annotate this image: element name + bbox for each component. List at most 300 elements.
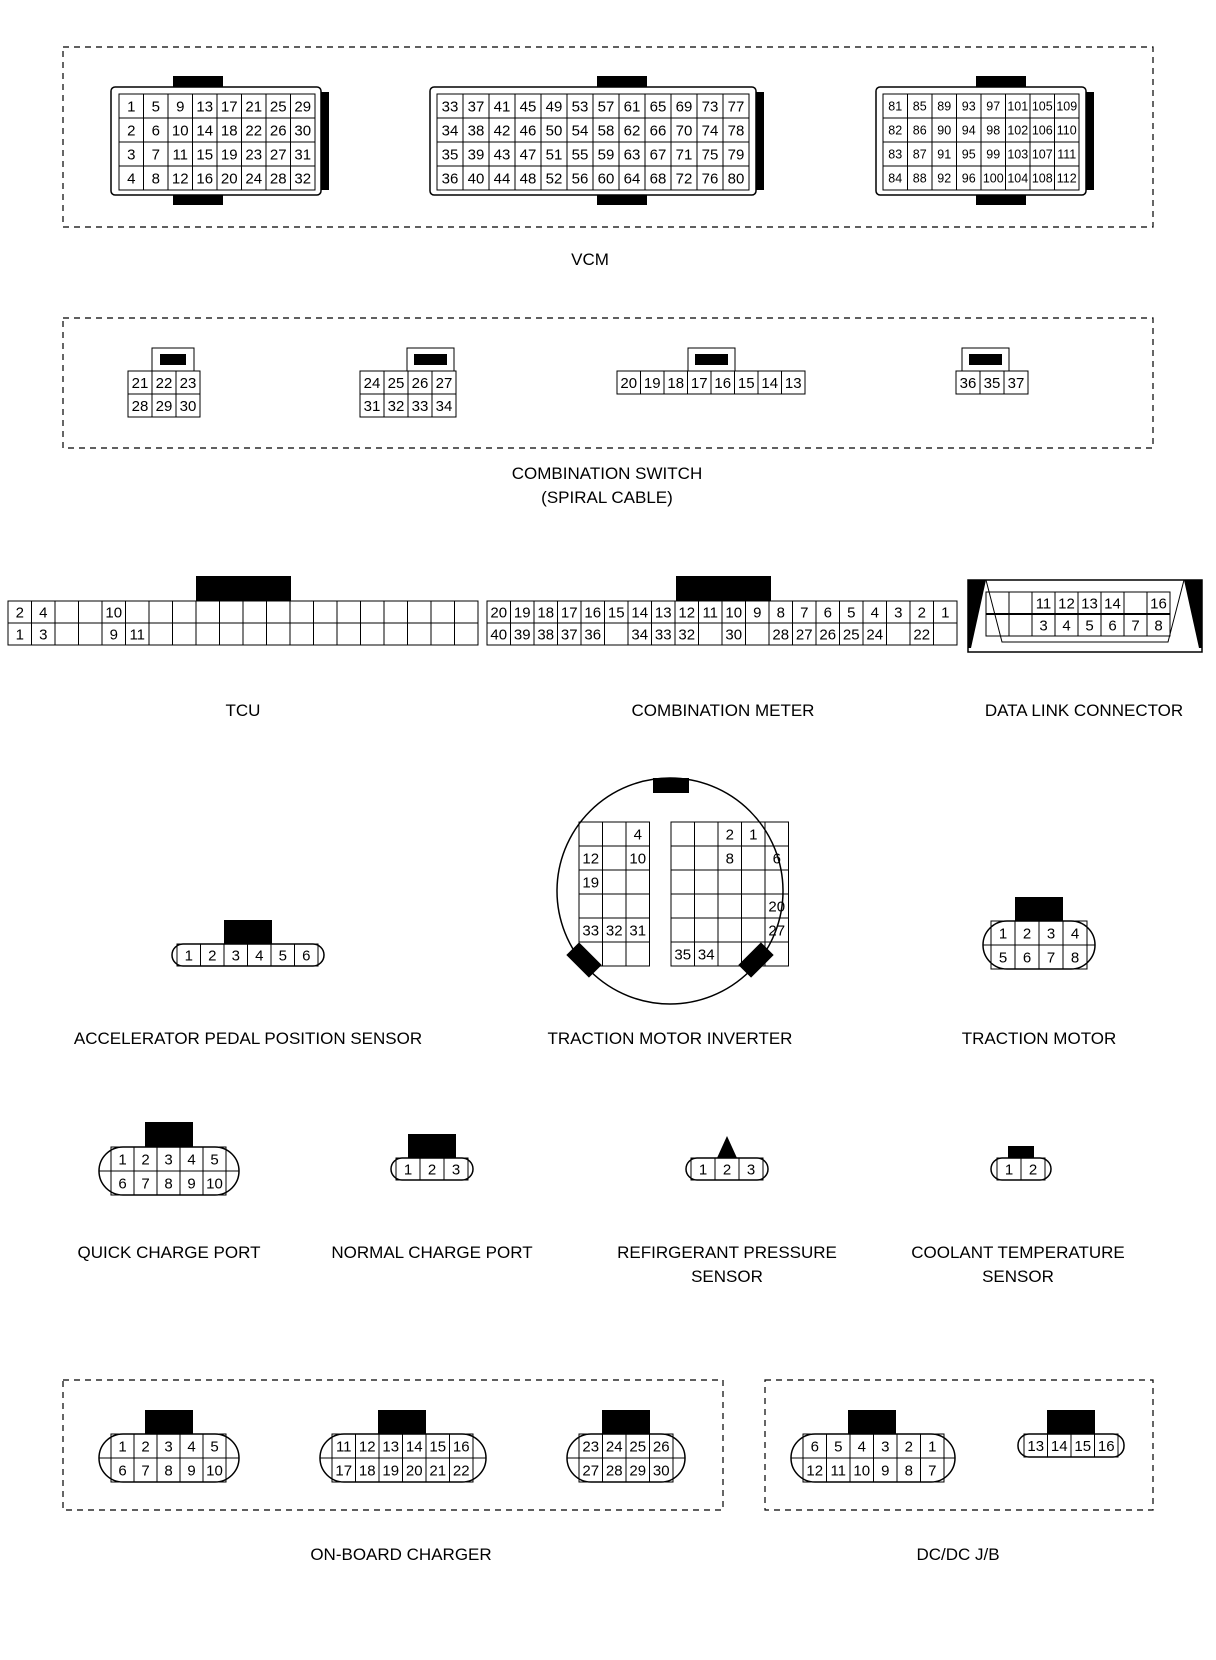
pin-number: 3 (451, 1161, 461, 1179)
label-coolant-sensor: SENSOR (982, 1267, 1054, 1286)
pin-number: 25 (842, 626, 860, 644)
pin-number: 16 (584, 604, 602, 622)
pin-number: 9 (753, 604, 762, 622)
label-data-link-connector: DATA LINK CONNECTOR (984, 701, 1184, 720)
pin-number: 26 (269, 122, 287, 140)
pin-number: 4 (255, 947, 264, 965)
pin-number: 3 (164, 1438, 173, 1456)
pin-number: 53 (571, 98, 589, 116)
pin-number: 37 (1007, 374, 1025, 392)
normal-charge-pins (396, 1158, 468, 1180)
pin-number: 85 (912, 99, 927, 114)
pin-number: 90 (937, 123, 952, 138)
pin-number: 4 (127, 170, 136, 188)
pin-number: 39 (467, 146, 485, 164)
pin-number: 109 (1056, 99, 1078, 114)
pin-number: 2 (427, 1161, 437, 1179)
pin-number: 11 (172, 146, 189, 164)
pin-number: 107 (1031, 147, 1053, 162)
pin-number: 18 (537, 604, 555, 622)
pin-number: 27 (269, 146, 287, 164)
label-coolant-temperature: COOLANT TEMPERATURE (911, 1243, 1125, 1262)
pin-cell (384, 623, 408, 645)
label-accelerator-pedal-position-sensor: ACCELERATOR PEDAL POSITION SENSOR (73, 1029, 423, 1048)
pin-number: 11 (830, 1462, 847, 1480)
pin-cell (314, 623, 338, 645)
pin-number: 5 (834, 1438, 843, 1456)
pin-number: 9 (881, 1462, 890, 1480)
pin-number: 16 (452, 1438, 470, 1456)
pin-number: 12 (171, 170, 189, 188)
pin-number: 11 (129, 626, 146, 644)
pin-number: 17 (220, 98, 238, 116)
pin-number: 28 (131, 397, 149, 415)
pin-number: 20 (405, 1462, 423, 1480)
pin-number: 9 (187, 1462, 196, 1480)
pin-number: 10 (725, 604, 743, 622)
pin-number: 34 (441, 122, 459, 140)
pin-number: 19 (643, 374, 661, 392)
pin-number: 9 (176, 98, 185, 116)
label-quick-charge-port: QUICK CHARGE PORT (77, 1243, 261, 1262)
pin-number: 17 (690, 374, 708, 392)
pin-number: 6 (823, 604, 832, 622)
pin-number: 13 (654, 604, 672, 622)
pin-number: 13 (196, 98, 214, 116)
pin-number: 10 (171, 122, 189, 140)
pin-number: 40 (490, 626, 508, 644)
pin-cell (220, 623, 244, 645)
pin-number: 32 (387, 397, 405, 415)
pin-number: 12 (358, 1438, 376, 1456)
pin-number: 8 (151, 170, 160, 188)
vcm-3-pins (883, 94, 1079, 190)
pin-number: 49 (545, 98, 563, 116)
pin-number: 2 (127, 122, 136, 140)
pin-number: 24 (363, 374, 381, 392)
pin-number: 33 (411, 397, 429, 415)
pin-number: 12 (582, 850, 600, 868)
pin-number: 43 (493, 146, 511, 164)
pin-number: 111 (1057, 147, 1077, 162)
pin-number: 11 (1035, 595, 1052, 613)
pin-number: 5 (151, 98, 160, 116)
pin-number: 30 (179, 397, 197, 415)
pin-number: 106 (1031, 123, 1053, 138)
pin-cell (149, 623, 173, 645)
pin-number: 30 (294, 122, 312, 140)
label-on-board-charger: ON-BOARD CHARGER (310, 1545, 492, 1564)
pin-number: 93 (961, 99, 976, 114)
pin-number: 23 (179, 374, 197, 392)
pin-number: 31 (629, 922, 647, 940)
pin-number: 26 (652, 1438, 670, 1456)
pin-cell (455, 623, 479, 645)
pin-number: 104 (1007, 171, 1029, 186)
pin-number: 30 (652, 1462, 670, 1480)
pin-cell (243, 601, 267, 623)
pin-number: 79 (727, 146, 745, 164)
tcu-pins (8, 601, 478, 645)
label-refrigerant-pressure: REFIRGERANT PRESSURE (617, 1243, 837, 1262)
pin-number: 56 (571, 170, 589, 188)
pin-number: 7 (928, 1462, 937, 1480)
pin-number: 42 (493, 122, 511, 140)
pin-number: 91 (937, 147, 952, 162)
pin-number: 57 (597, 98, 615, 116)
pin-cell (384, 601, 408, 623)
sw-1-pins (128, 371, 200, 417)
pin-number: 19 (220, 146, 238, 164)
pin-number: 5 (998, 949, 1008, 967)
pin-number: 7 (141, 1175, 150, 1193)
pin-number: 14 (631, 604, 649, 622)
pin-number: 5 (210, 1151, 219, 1169)
pin-number: 102 (1007, 123, 1029, 138)
pin-number: 36 (584, 626, 602, 644)
pin-number: 2 (208, 947, 217, 965)
pin-number: 15 (429, 1438, 447, 1456)
pin-number: 8 (164, 1462, 173, 1480)
pin-cell (408, 623, 432, 645)
pin-number: 33 (582, 922, 600, 940)
pin-number: 37 (467, 98, 485, 116)
pin-cell (314, 601, 338, 623)
pin-number: 84 (888, 171, 903, 186)
pin-number: 61 (623, 98, 641, 116)
pin-number: 36 (959, 374, 977, 392)
pin-number: 22 (452, 1462, 470, 1480)
pin-number: 7 (141, 1462, 150, 1480)
pin-number: 2 (722, 1161, 732, 1179)
pin-cell (126, 601, 150, 623)
pin-cell (605, 623, 629, 645)
pin-number: 83 (888, 147, 903, 162)
pin-cell (746, 623, 770, 645)
pin-cell (337, 601, 361, 623)
pin-number: 34 (697, 946, 715, 964)
pin-number: 63 (623, 146, 641, 164)
pin-cell (455, 601, 479, 623)
pin-number: 50 (545, 122, 563, 140)
pin-number: 60 (597, 170, 615, 188)
pin-cell (267, 623, 291, 645)
pin-number: 1 (15, 626, 24, 644)
pin-number: 15 (196, 146, 214, 164)
pin-cell (431, 601, 455, 623)
pin-cell (431, 623, 455, 645)
pin-number: 4 (187, 1151, 196, 1169)
pin-number: 45 (519, 98, 537, 116)
pin-number: 62 (623, 122, 641, 140)
pin-cell (290, 601, 314, 623)
pin-number: 28 (772, 626, 790, 644)
pin-number: 7 (1046, 949, 1056, 967)
pin-number: 1 (1004, 1161, 1014, 1179)
pin-number: 1 (928, 1438, 937, 1456)
dcdc-2-pins (1024, 1434, 1118, 1457)
pin-number: 8 (164, 1175, 173, 1193)
pin-number: 12 (1058, 595, 1075, 613)
combination-switch-connector-3 (688, 348, 735, 371)
pin-number: 71 (675, 146, 693, 164)
pin-number: 22 (155, 374, 173, 392)
vcm-connector-3 (876, 76, 1094, 205)
combination-switch-connector-4 (962, 348, 1009, 371)
pin-number: 101 (1007, 99, 1029, 114)
label-vcm: VCM (571, 250, 609, 269)
pin-number: 2 (917, 604, 926, 622)
pin-cell (337, 623, 361, 645)
pin-number: 25 (387, 374, 405, 392)
pin-number: 8 (1154, 617, 1163, 635)
pin-number: 33 (441, 98, 459, 116)
label-traction-motor: TRACTION MOTOR (961, 1029, 1117, 1048)
pin-number: 27 (768, 922, 786, 940)
pin-number: 58 (597, 122, 615, 140)
pin-number: 10 (105, 604, 123, 622)
pin-number: 26 (819, 626, 837, 644)
pin-number: 32 (605, 922, 623, 940)
pin-number: 21 (245, 98, 263, 116)
pin-number: 87 (912, 147, 927, 162)
pin-number: 21 (429, 1462, 447, 1480)
pin-number: 24 (245, 170, 263, 188)
data-link-connector-housing (968, 580, 1202, 652)
pin-number: 34 (435, 397, 453, 415)
label-combination-meter: COMBINATION METER (631, 701, 815, 720)
pin-number: 8 (904, 1462, 913, 1480)
sw-4-pins (956, 371, 1028, 394)
pin-number: 37 (560, 626, 578, 644)
pin-number: 81 (888, 99, 903, 114)
pin-number: 6 (118, 1175, 127, 1193)
sw-2-pins (360, 371, 456, 417)
pin-number: 100 (982, 171, 1004, 186)
pin-number: 36 (441, 170, 459, 188)
pin-number: 23 (245, 146, 263, 164)
pin-number: 3 (164, 1151, 173, 1169)
pin-number: 72 (675, 170, 693, 188)
pin-number: 1 (998, 925, 1008, 943)
pin-number: 34 (631, 626, 649, 644)
sw-3-pins (617, 371, 805, 394)
pin-number: 32 (294, 170, 312, 188)
label-refrigerant-sensor: SENSOR (691, 1267, 763, 1286)
pin-number: 51 (545, 146, 563, 164)
combination-switch-connector-1 (152, 348, 194, 371)
pin-number: 19 (582, 874, 600, 892)
pin-number: 14 (761, 374, 779, 392)
pin-number: 8 (725, 850, 734, 868)
combination-switch-connector-2 (407, 348, 454, 371)
pin-number: 26 (411, 374, 429, 392)
pin-number: 18 (220, 122, 238, 140)
label-spiral-cable: (SPIRAL CABLE) (541, 488, 673, 507)
pin-number: 2 (904, 1438, 913, 1456)
pin-number: 2 (725, 826, 734, 844)
pin-cell (79, 623, 103, 645)
label-normal-charge-port: NORMAL CHARGE PORT (331, 1243, 533, 1262)
pin-number: 38 (537, 626, 555, 644)
pin-number: 16 (714, 374, 732, 392)
pin-number: 70 (675, 122, 693, 140)
pin-number: 1 (403, 1161, 413, 1179)
pin-number: 6 (1022, 949, 1032, 967)
pin-number: 77 (727, 98, 745, 116)
pin-number: 76 (701, 170, 719, 188)
pin-number: 35 (441, 146, 459, 164)
pin-number: 29 (629, 1462, 647, 1480)
pin-number: 3 (881, 1438, 890, 1456)
pin-number: 6 (1108, 617, 1117, 635)
pin-number: 6 (118, 1462, 127, 1480)
pin-cell (79, 601, 103, 623)
pin-number: 27 (435, 374, 453, 392)
pin-number: 88 (912, 171, 927, 186)
pin-number: 4 (187, 1438, 196, 1456)
pin-number: 6 (151, 122, 160, 140)
pin-number: 28 (269, 170, 287, 188)
pin-number: 66 (649, 122, 667, 140)
pin-number: 47 (519, 146, 537, 164)
traction-motor-pins (991, 921, 1087, 969)
pin-number: 46 (519, 122, 537, 140)
pin-number: 14 (1104, 595, 1121, 613)
pin-number: 74 (701, 122, 719, 140)
pin-number: 13 (784, 374, 802, 392)
pin-number: 110 (1056, 123, 1077, 138)
pin-number: 3 (1046, 925, 1056, 943)
pin-number: 3 (127, 146, 136, 164)
pin-number: 10 (206, 1175, 223, 1193)
pin-number: 2 (1022, 925, 1032, 943)
pin-number: 67 (649, 146, 667, 164)
pin-number: 2 (15, 604, 24, 622)
pin-cell (408, 601, 432, 623)
pin-number: 22 (245, 122, 263, 140)
label-tcu: TCU (225, 701, 261, 720)
pin-number: 68 (649, 170, 667, 188)
pin-number: 64 (623, 170, 641, 188)
pin-number: 105 (1031, 99, 1053, 114)
pin-number: 16 (196, 170, 214, 188)
pin-cell (290, 623, 314, 645)
pin-cell (196, 601, 220, 623)
pin-number: 48 (519, 170, 537, 188)
pin-cell (934, 623, 958, 645)
pin-number: 4 (39, 604, 48, 622)
label-combination-switch: COMBINATION SWITCH (511, 464, 703, 483)
pin-number: 92 (937, 171, 952, 186)
pin-number: 15 (607, 604, 625, 622)
pin-number: 20 (490, 604, 508, 622)
pin-number: 112 (1056, 171, 1077, 186)
pin-number: 31 (363, 397, 381, 415)
pin-number: 82 (888, 123, 903, 138)
pin-number: 55 (571, 146, 589, 164)
pin-number: 86 (912, 123, 927, 138)
pin-number: 2 (1028, 1161, 1038, 1179)
pin-number: 28 (605, 1462, 623, 1480)
pin-number: 80 (727, 170, 745, 188)
pin-cell (55, 623, 79, 645)
pin-number: 24 (866, 626, 884, 644)
pin-number: 16 (1097, 1437, 1115, 1455)
combination-meter-key (676, 576, 771, 601)
pin-cell (361, 601, 385, 623)
pin-number: 13 (1081, 595, 1098, 613)
pin-number: 13 (382, 1438, 400, 1456)
pin-number: 8 (776, 604, 785, 622)
pin-number: 3 (894, 604, 903, 622)
pin-number: 31 (294, 146, 312, 164)
pin-number: 1 (941, 604, 950, 622)
pin-number: 17 (335, 1462, 353, 1480)
label-dcdc-jb: DC/DC J/B (916, 1545, 1000, 1564)
pin-number: 4 (857, 1438, 866, 1456)
pin-number: 32 (678, 626, 696, 644)
pin-number: 35 (674, 946, 692, 964)
pin-number: 4 (1070, 925, 1080, 943)
pin-number: 20 (620, 374, 638, 392)
pin-number: 1 (749, 826, 758, 844)
pin-number: 4 (633, 826, 642, 844)
pin-number: 9 (187, 1175, 196, 1193)
pin-number: 22 (913, 626, 931, 644)
pin-number: 29 (294, 98, 312, 116)
pin-number: 12 (806, 1462, 824, 1480)
pin-cell (173, 601, 197, 623)
pin-number: 15 (737, 374, 755, 392)
pin-number: 23 (582, 1438, 600, 1456)
pin-number: 99 (986, 147, 1001, 162)
pin-number: 7 (1131, 617, 1140, 635)
pin-number: 41 (493, 98, 511, 116)
pin-number: 3 (231, 947, 240, 965)
pin-number: 30 (725, 626, 743, 644)
pin-cell (149, 601, 173, 623)
pin-cell (267, 601, 291, 623)
pin-number: 1 (184, 947, 193, 965)
pin-number: 3 (1039, 617, 1048, 635)
pin-number: 2 (141, 1438, 150, 1456)
pin-number: 7 (151, 146, 160, 164)
pin-number: 27 (582, 1462, 600, 1480)
pin-number: 19 (513, 604, 531, 622)
pin-cell (887, 623, 911, 645)
pin-number: 20 (768, 898, 786, 916)
refrig-pins (691, 1158, 763, 1180)
pin-number: 2 (141, 1151, 150, 1169)
pin-number: 29 (155, 397, 173, 415)
pin-number: 1 (118, 1151, 127, 1169)
pin-number: 14 (1050, 1437, 1068, 1455)
pin-number: 5 (278, 947, 287, 965)
pin-number: 97 (986, 99, 1001, 114)
pin-cell (220, 601, 244, 623)
pin-number: 35 (983, 374, 1001, 392)
pin-number: 8 (1070, 949, 1080, 967)
pin-number: 103 (1007, 147, 1029, 162)
pin-cell (243, 623, 267, 645)
pin-number: 108 (1031, 171, 1053, 186)
pin-number: 14 (405, 1438, 423, 1456)
pin-number: 3 (746, 1161, 756, 1179)
pin-number: 4 (870, 604, 879, 622)
pin-number: 19 (382, 1462, 400, 1480)
pin-number: 33 (654, 626, 672, 644)
